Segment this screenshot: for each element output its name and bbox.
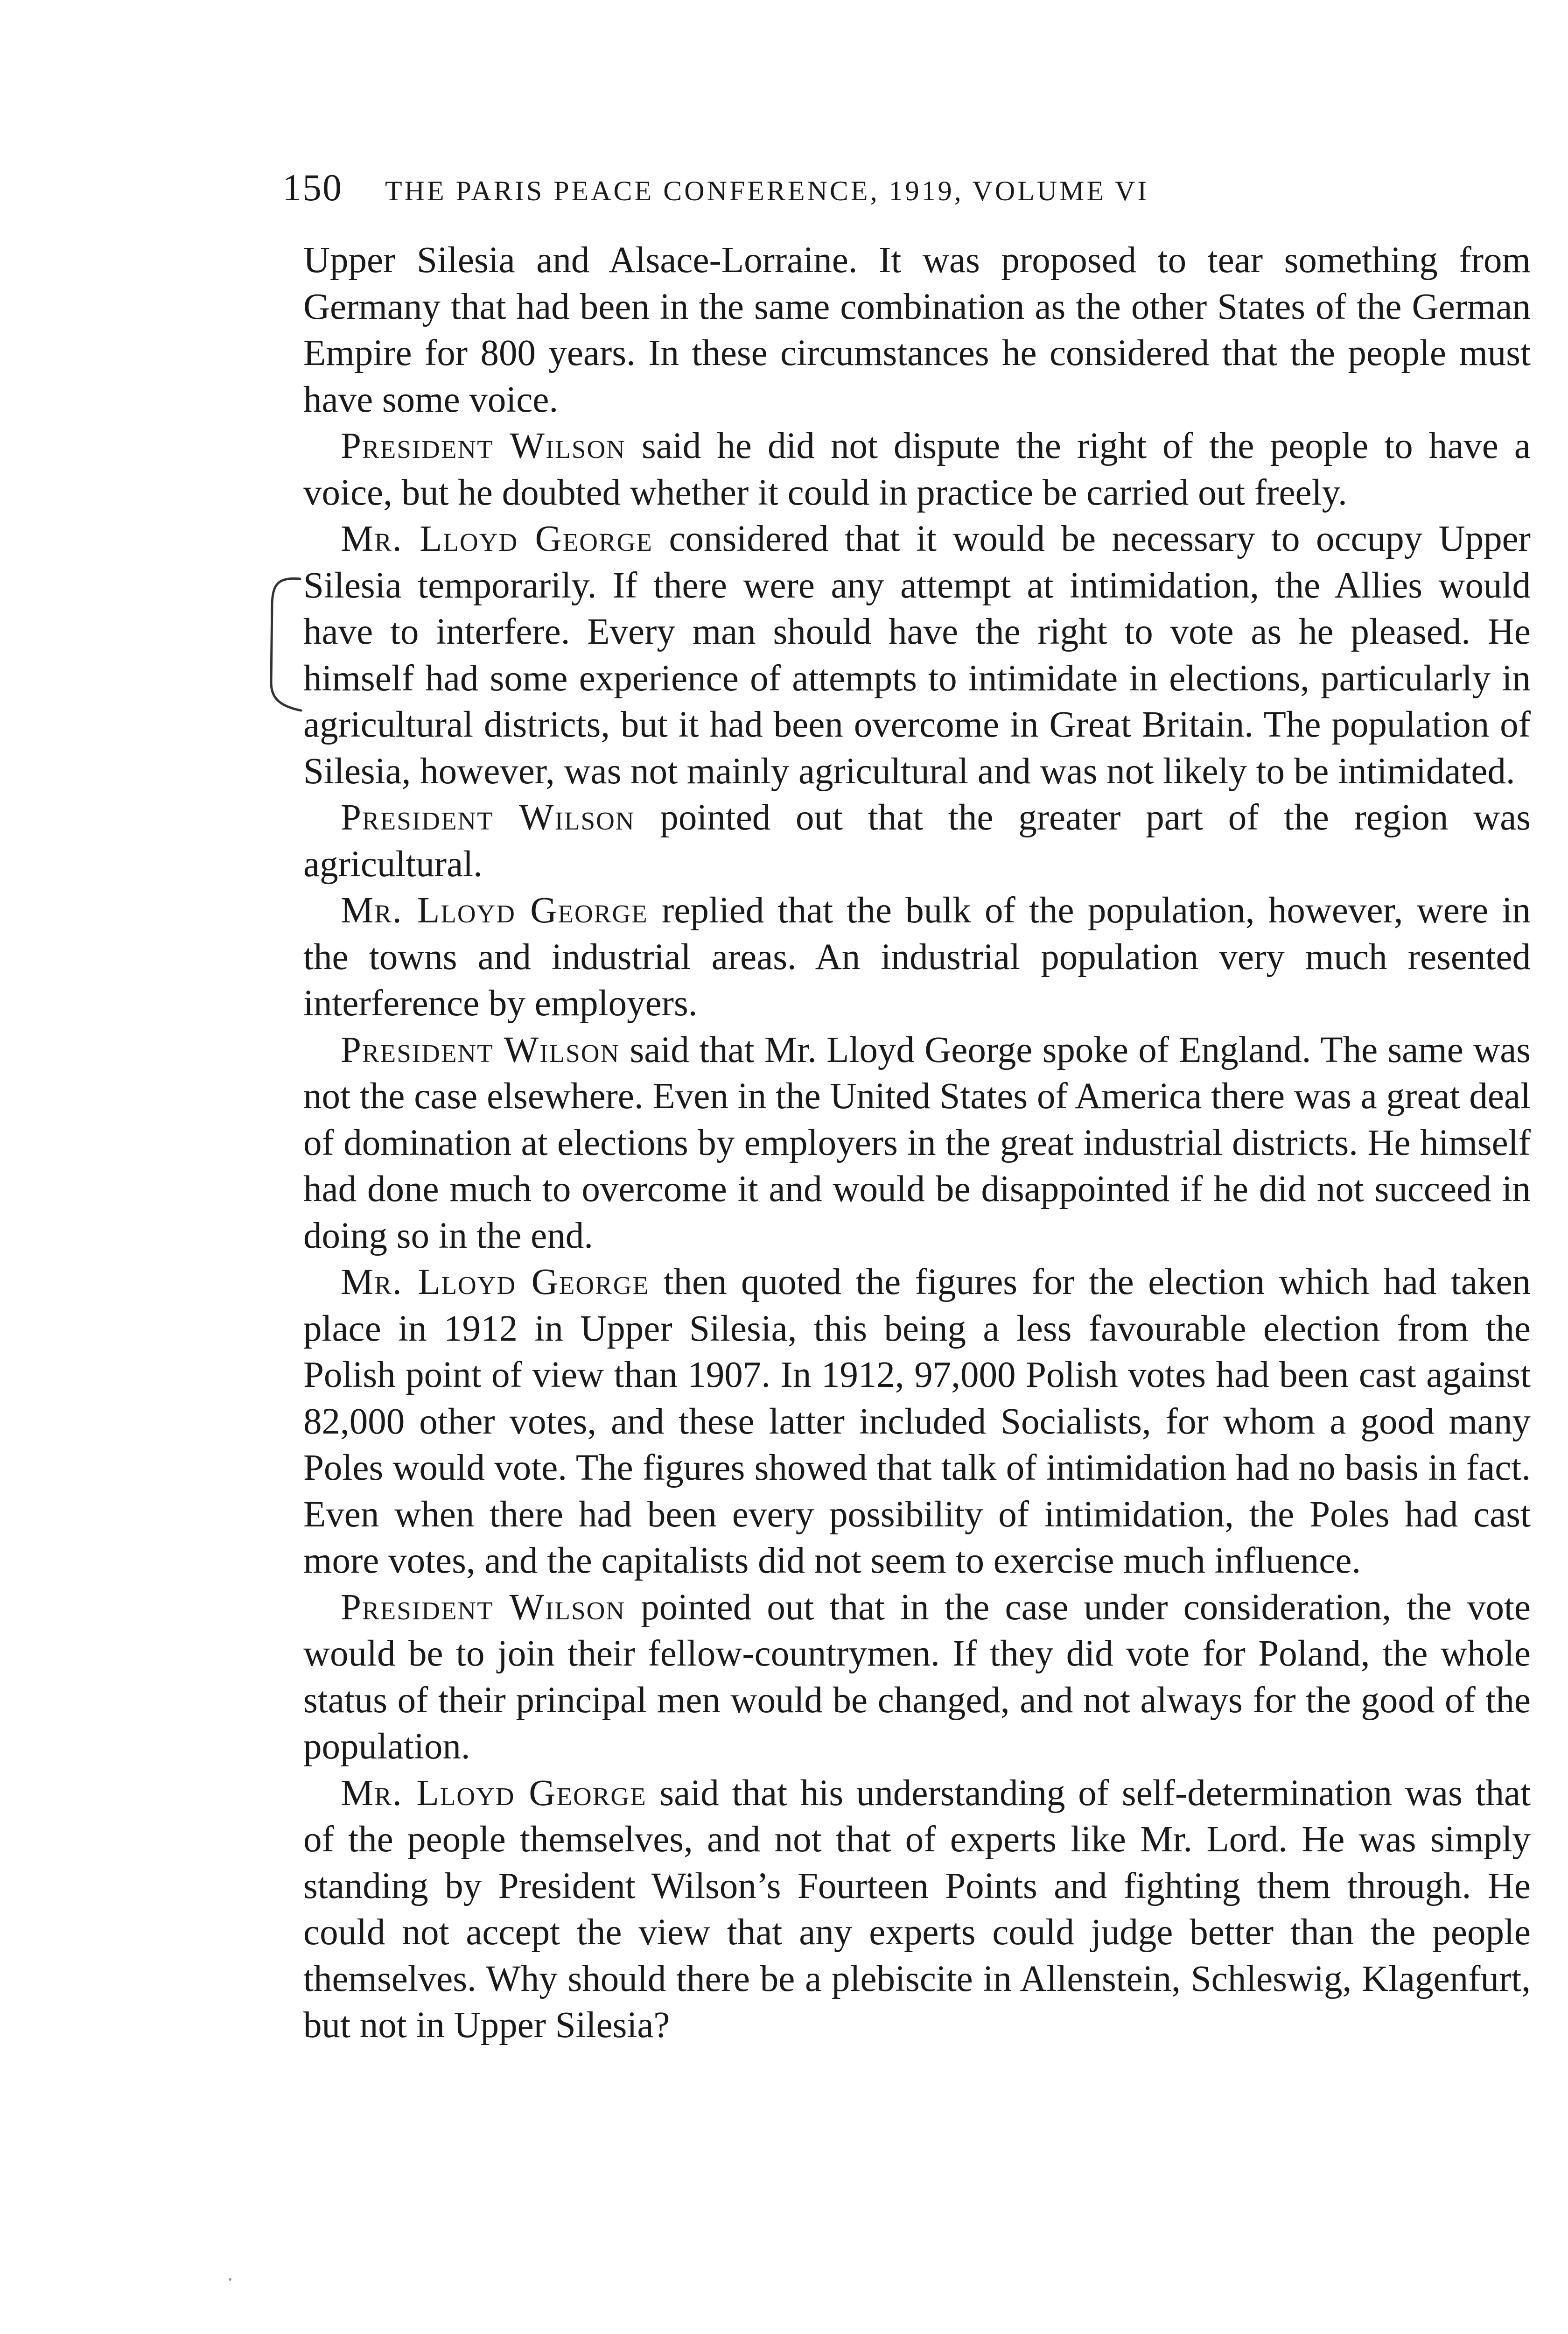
paragraph-text: replied that the bulk of the population, however, were in the towns and industrial areas. An industrial population very much resented interference by employers. (303, 890, 1531, 1024)
speaker-name: Mr. Lloyd George (341, 519, 653, 559)
paragraph-2 (303, 516, 1531, 794)
body-text (303, 237, 1531, 2049)
paragraph-1 (303, 423, 1531, 516)
paragraph-4 (303, 887, 1531, 1027)
speaker-name: Mr. Lloyd George (341, 1262, 650, 1302)
paragraph-text: said he did not dispute the right of the people to have a voice, but he doubted whether it could in practice be carried out freely. (303, 426, 1531, 513)
speaker-name: President Wilson (341, 426, 626, 466)
speaker-name: President Wilson (341, 1587, 626, 1628)
paragraph-8 (303, 1770, 1531, 2049)
paragraph-text: pointed out that the greater part of the region was agricultural. (303, 797, 1531, 885)
paragraph-text: said that Mr. Lloyd George spoke of England. The same was not the case elsewhere. Even in the United States of America there was a great deal of domination at elections by employers in the great industrial districts. He himself had done much to overcome it and would be disappointed if he did not succeed in doing so in the end. (303, 1029, 1531, 1256)
paragraph-3 (303, 794, 1531, 887)
running-head (282, 166, 1370, 217)
speaker-name: President Wilson (341, 797, 635, 838)
paragraph-6 (303, 1259, 1531, 1584)
running-title: THE PARIS PEACE CONFERENCE, 1919, VOLUME VI (385, 176, 1149, 206)
page-number: 150 (282, 166, 343, 209)
speaker-name: President Wilson (341, 1029, 620, 1070)
paragraph-5 (303, 1027, 1531, 1259)
paragraph-7 (303, 1584, 1531, 1770)
paragraph-0 (303, 237, 1531, 423)
scan-speck (229, 2278, 231, 2281)
paragraph-text: pointed out that in the case under consideration, the vote would be to join their fellow-countrymen. If they did vote for Poland, the whole status of their principal men would be changed, and not always for the good of the population. (303, 1587, 1531, 1767)
paragraph-text: said that his understanding of self-determination was that of the people themselves, and not that of experts like Mr. Lord. He was simply standing by President Wilson’s Fourteen Points and fighting them through. He could not accept the view that any experts could judge better than the people themselves. Why should there be a plebiscite in Allenstein, Schleswig, Klagenfurt, but not in Upper Silesia? (303, 1772, 1531, 2046)
paragraph-text: Upper Silesia and Alsace-Lorraine. It was proposed to tear something from Germany that had been in the same combination as the other States of the German Empire for 800 years. In these circumstances he considered that the people must have some voice. (303, 240, 1531, 420)
handwritten-bracket-mark (259, 575, 303, 715)
paragraph-text: then quoted the figures for the election which had taken place in 1912 in Upper Silesia, this being a less favourable election from the Polish point of view than 1907. In 1912, 97,000 Polish votes had been cast against 82,000 other votes, and these latter included Socialists, for whom a good many Poles would vote. The figures showed that talk of intimidation had no basis in fact. Even when there had been every possibility of intimidation, the Poles had cast more votes, and the capitalists did not seem to exercise much influence. (303, 1262, 1531, 1581)
speaker-name: Mr. Lloyd George (341, 1772, 647, 1814)
speaker-name: Mr. Lloyd George (341, 890, 648, 931)
paragraph-text: considered that it would be necessary to occupy Upper Silesia temporarily. If there were any attempt at intimidation, the Allies would have to interfere. Every man should have the right to vote as he pleased. He himself had some experience of attempts to intimidate in elections, particularly in agricultural districts, but it had been overcome in Great Britain. The population of Silesia, however, was not mainly agricultural and was not likely to be intimidated. (303, 519, 1531, 792)
